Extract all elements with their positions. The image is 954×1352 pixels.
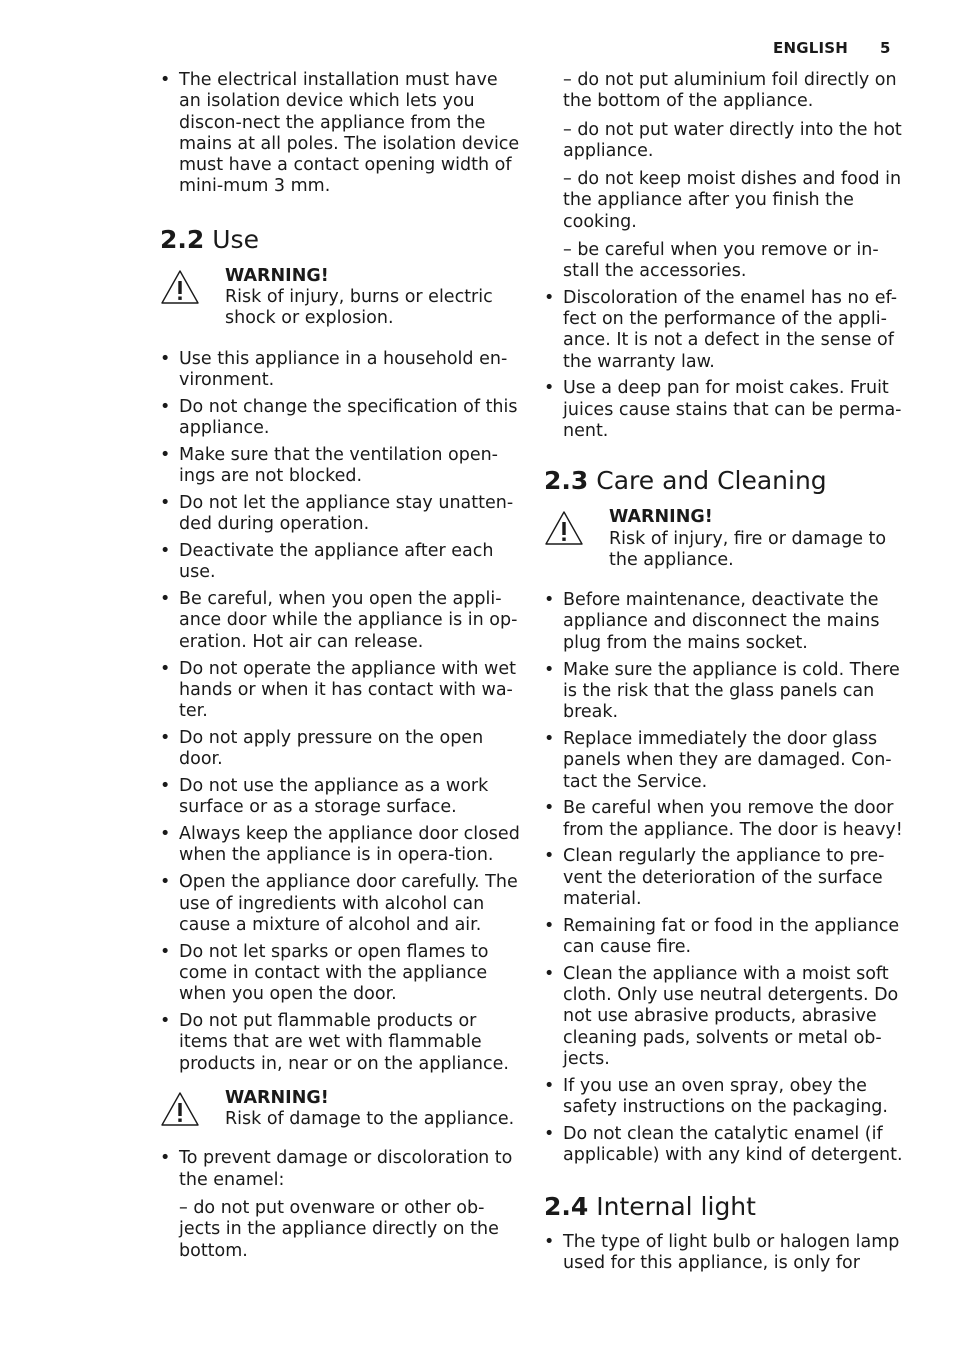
list-item: • If you use an oven spray, obey the safety instructions on the packaging. xyxy=(544,1075,888,1118)
list-item: • Do not apply pressure on the open door. xyxy=(160,727,484,770)
warning-text: Risk of injury, fire or damage to the appliance. xyxy=(609,528,887,570)
sub-item: – do not keep moist dishes and food in the appliance after you finish the cooking. xyxy=(563,169,902,232)
sub-item: – do not put aluminium foil directly on the bottom of the appliance. xyxy=(563,70,897,112)
section-heading-care-cleaning: 2.3 Care and Cleaning xyxy=(544,466,827,496)
list-item: • The electrical installation must have an isolation device which lets you discon-nect the appliance from the mains at all poles. The isolation device must have a contact opening width of mini-mum 3 mm. xyxy=(160,70,520,197)
warning-text: Risk of injury, burns or electric shock or explosion. xyxy=(225,287,493,329)
list-item: • Do not put flammable products or items that are wet with flammable products in, near or on the appliance. xyxy=(160,1010,509,1074)
warning-box xyxy=(160,1088,520,1131)
list-item: • Clean the appliance with a moist soft cloth. Only use neutral detergents. Do not use abrasive products, abrasive cleaning pads, solvents or metal ob-jects. xyxy=(544,963,899,1070)
warning-box xyxy=(160,266,520,330)
language-label: ENGLISH xyxy=(773,39,849,57)
list-item: • Clean regularly the appliance to pre-vent the deterioration of the surface material. xyxy=(544,846,885,909)
warning-triangle-icon xyxy=(160,1091,200,1127)
warning-title: WARNING! xyxy=(225,265,329,286)
warning-triangle-icon xyxy=(160,269,200,305)
list-item: • Before maintenance, deactivate the appliance and disconnect the mains plug from the mains socket. xyxy=(544,590,880,653)
list-item: • Do not operate the appliance with wet hands or when it has contact with wa-ter. xyxy=(160,658,517,722)
sub-item: – do not put water directly into the hot appliance. xyxy=(563,119,902,161)
list-item: • Remaining fat or food in the appliance can cause fire. xyxy=(544,915,900,958)
list-item: • The type of light bulb or halogen lamp used for this appliance, is only for xyxy=(544,1231,900,1273)
list-item: • Make sure that the ventilation open-ings are not blocked. xyxy=(160,444,498,487)
section-heading-internal-light: 2.4 Internal light xyxy=(544,1191,756,1221)
warning-triangle-icon xyxy=(544,510,584,546)
list-item: • Do not let the appliance stay unatten-ded during operation. xyxy=(160,492,514,535)
list-item: • Be careful, when you open the appli-ance door while the appliance is in op-eration. Hot air can release. xyxy=(160,589,518,652)
list-item: • Always keep the appliance door closed when the appliance is in opera-tion. xyxy=(160,824,520,866)
sub-item: – be careful when you remove or in-stall the accessories. xyxy=(563,240,879,282)
right-column xyxy=(544,70,904,1280)
warning-title: WARNING! xyxy=(225,1087,329,1108)
list-item: • Discoloration of the enamel has no ef-fect on the performance of the appli-ance. It is not a defect in the sense of the warranty law. xyxy=(544,287,898,372)
warning-title: WARNING! xyxy=(609,507,713,528)
list-item: • Deactivate the appliance after each use. xyxy=(160,541,494,583)
list-item: • Replace immediately the door glass panels when they are damaged. Con-tact the Service. xyxy=(544,728,892,792)
list-item: • Be careful when you remove the door from the appliance. The door is heavy! xyxy=(544,798,903,840)
warning-box xyxy=(544,507,904,571)
warning-text: Risk of damage to the appliance. xyxy=(225,1109,515,1130)
page-number: 5 xyxy=(880,39,891,57)
list-item: • Open the appliance door carefully. The use of ingredients with alcohol can cause a mixture of alcohol and air. xyxy=(160,872,518,935)
section-heading-use: 2.2 Use xyxy=(160,224,259,254)
sub-item: – do not put ovenware or other ob-jects in the appliance directly on the bottom. xyxy=(179,1198,499,1261)
list-item: • Do not let sparks or open flames to come in contact with the appliance when you open the door. xyxy=(160,941,489,1005)
list-item: • Make sure the appliance is cold. There is the risk that the glass panels can break. xyxy=(544,659,900,723)
list-item: • Use this appliance in a household en-vironment. xyxy=(160,348,508,390)
list-item: • To prevent damage or discoloration to the enamel: xyxy=(160,1148,513,1190)
left-column xyxy=(160,70,520,1269)
page-header xyxy=(760,38,890,60)
list-item: • Do not change the specification of this appliance. xyxy=(160,396,518,439)
list-item: • Use a deep pan for moist cakes. Fruit juices cause stains that can be perma-nent. xyxy=(544,378,902,441)
list-item: • Do not clean the catalytic enamel (if applicable) with any kind of detergent. xyxy=(544,1123,903,1166)
list-item: • Do not use the appliance as a work surface or as a storage surface. xyxy=(160,776,489,818)
